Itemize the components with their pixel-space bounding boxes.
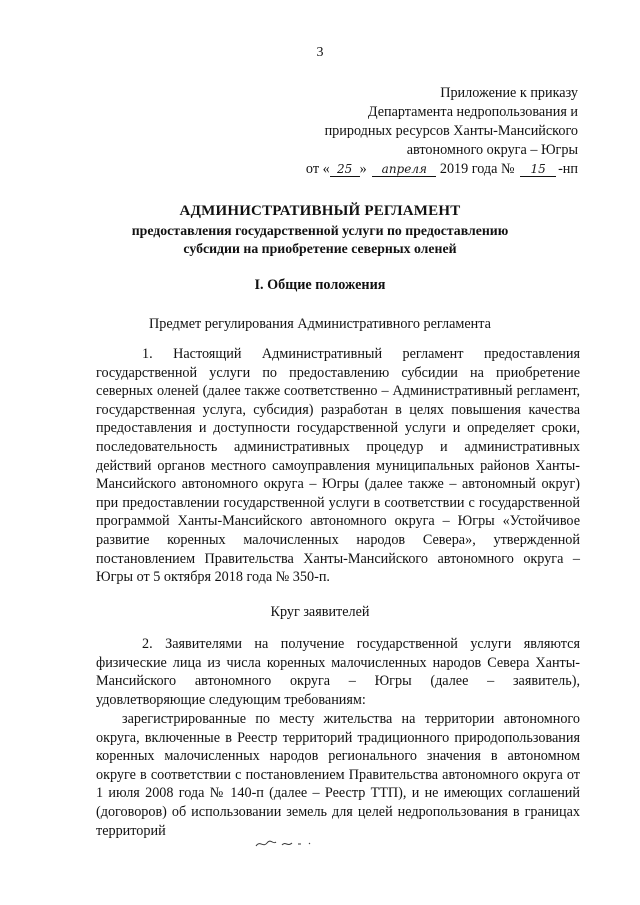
document-subtitle-line-1: предоставления государственной услуги по предоставлению (131, 223, 509, 238)
document-subtitle-line-2: субсидии на приобретение северных оленей (183, 241, 457, 256)
handwritten-number: 15 (520, 162, 556, 177)
paragraph-2: 2. Заявителями на получение государственной услуги являются физические лица из числа коренных малочисленных народов Севера Ханты-Мансийского автономного округа – Югры (далее – заявитель), удовлетворяющие следующим требованиям: (96, 636, 580, 708)
number-suffix: -нп (558, 161, 578, 177)
paragraph-1: 1. Настоящий Административный регламент предоставления государственной услуги по предоставлению субсидии на приобретение северных оленей (далее также соответственно – Административный регламент, государственная услуга, субсидия) разработан в целях повышения качества предоставления и доступности государственной услуги и определяет сроки, последовательность административных процедур и административных действий органов местного самоуправления муниципальных районов Ханты-Мансийского автономного округа – Югры (далее также – автономный округ) при предоставлении государственной услуги в соответствии с государственной программой Ханты-Мансийского автономного округа – Югры «Устойчивое развитие коренных малочисленных народов Севера», утвержденной постановлением Правительства Ханты-Мансийского автономного округа – Югры от 5 октября 2018 года № 350-п. (96, 346, 580, 586)
section-heading: I. Общие положения (254, 277, 386, 293)
appendix-line-1: Приложение к приказу (440, 85, 578, 101)
date-prefix: от « (305, 161, 330, 177)
appendix-line-4: автономного округа – Югры (406, 142, 578, 158)
page-number: 3 (316, 45, 324, 60)
paragraph-3: зарегистрированные по месту жительства на территории автономного округа, включенные в Реестр территорий традиционного природопользования коренных малочисленных народов регионального значения в автономном округе в соответствии с постановлением Правительства автономного округа от 1 июля 2008 года № 140-п (далее – Реестр ТТП), и не имеющих соглашений (договоров) об использовании земель для целей недропользования в границах территорий (96, 711, 580, 839)
subheading-subject: Предмет регулирования Административного регламента (149, 316, 491, 332)
document-title-block (0, 202, 640, 257)
appendix-block (306, 84, 578, 179)
appendix-line-2: Департамента недропользования и (367, 104, 578, 120)
subheading-applicants: Круг заявителей (270, 604, 370, 620)
date-mid: » (359, 161, 367, 177)
handwritten-month: апреля (372, 162, 436, 177)
appendix-line-3: природных ресурсов Ханты-Мансийского (324, 123, 578, 139)
handwritten-day: 25 (330, 162, 360, 177)
signature-mark (254, 836, 318, 850)
year-text: 2019 года № (439, 161, 515, 177)
order-date-line (306, 160, 578, 179)
document-title: АДМИНИСТРАТИВНЫЙ РЕГЛАМЕНТ (179, 203, 461, 219)
